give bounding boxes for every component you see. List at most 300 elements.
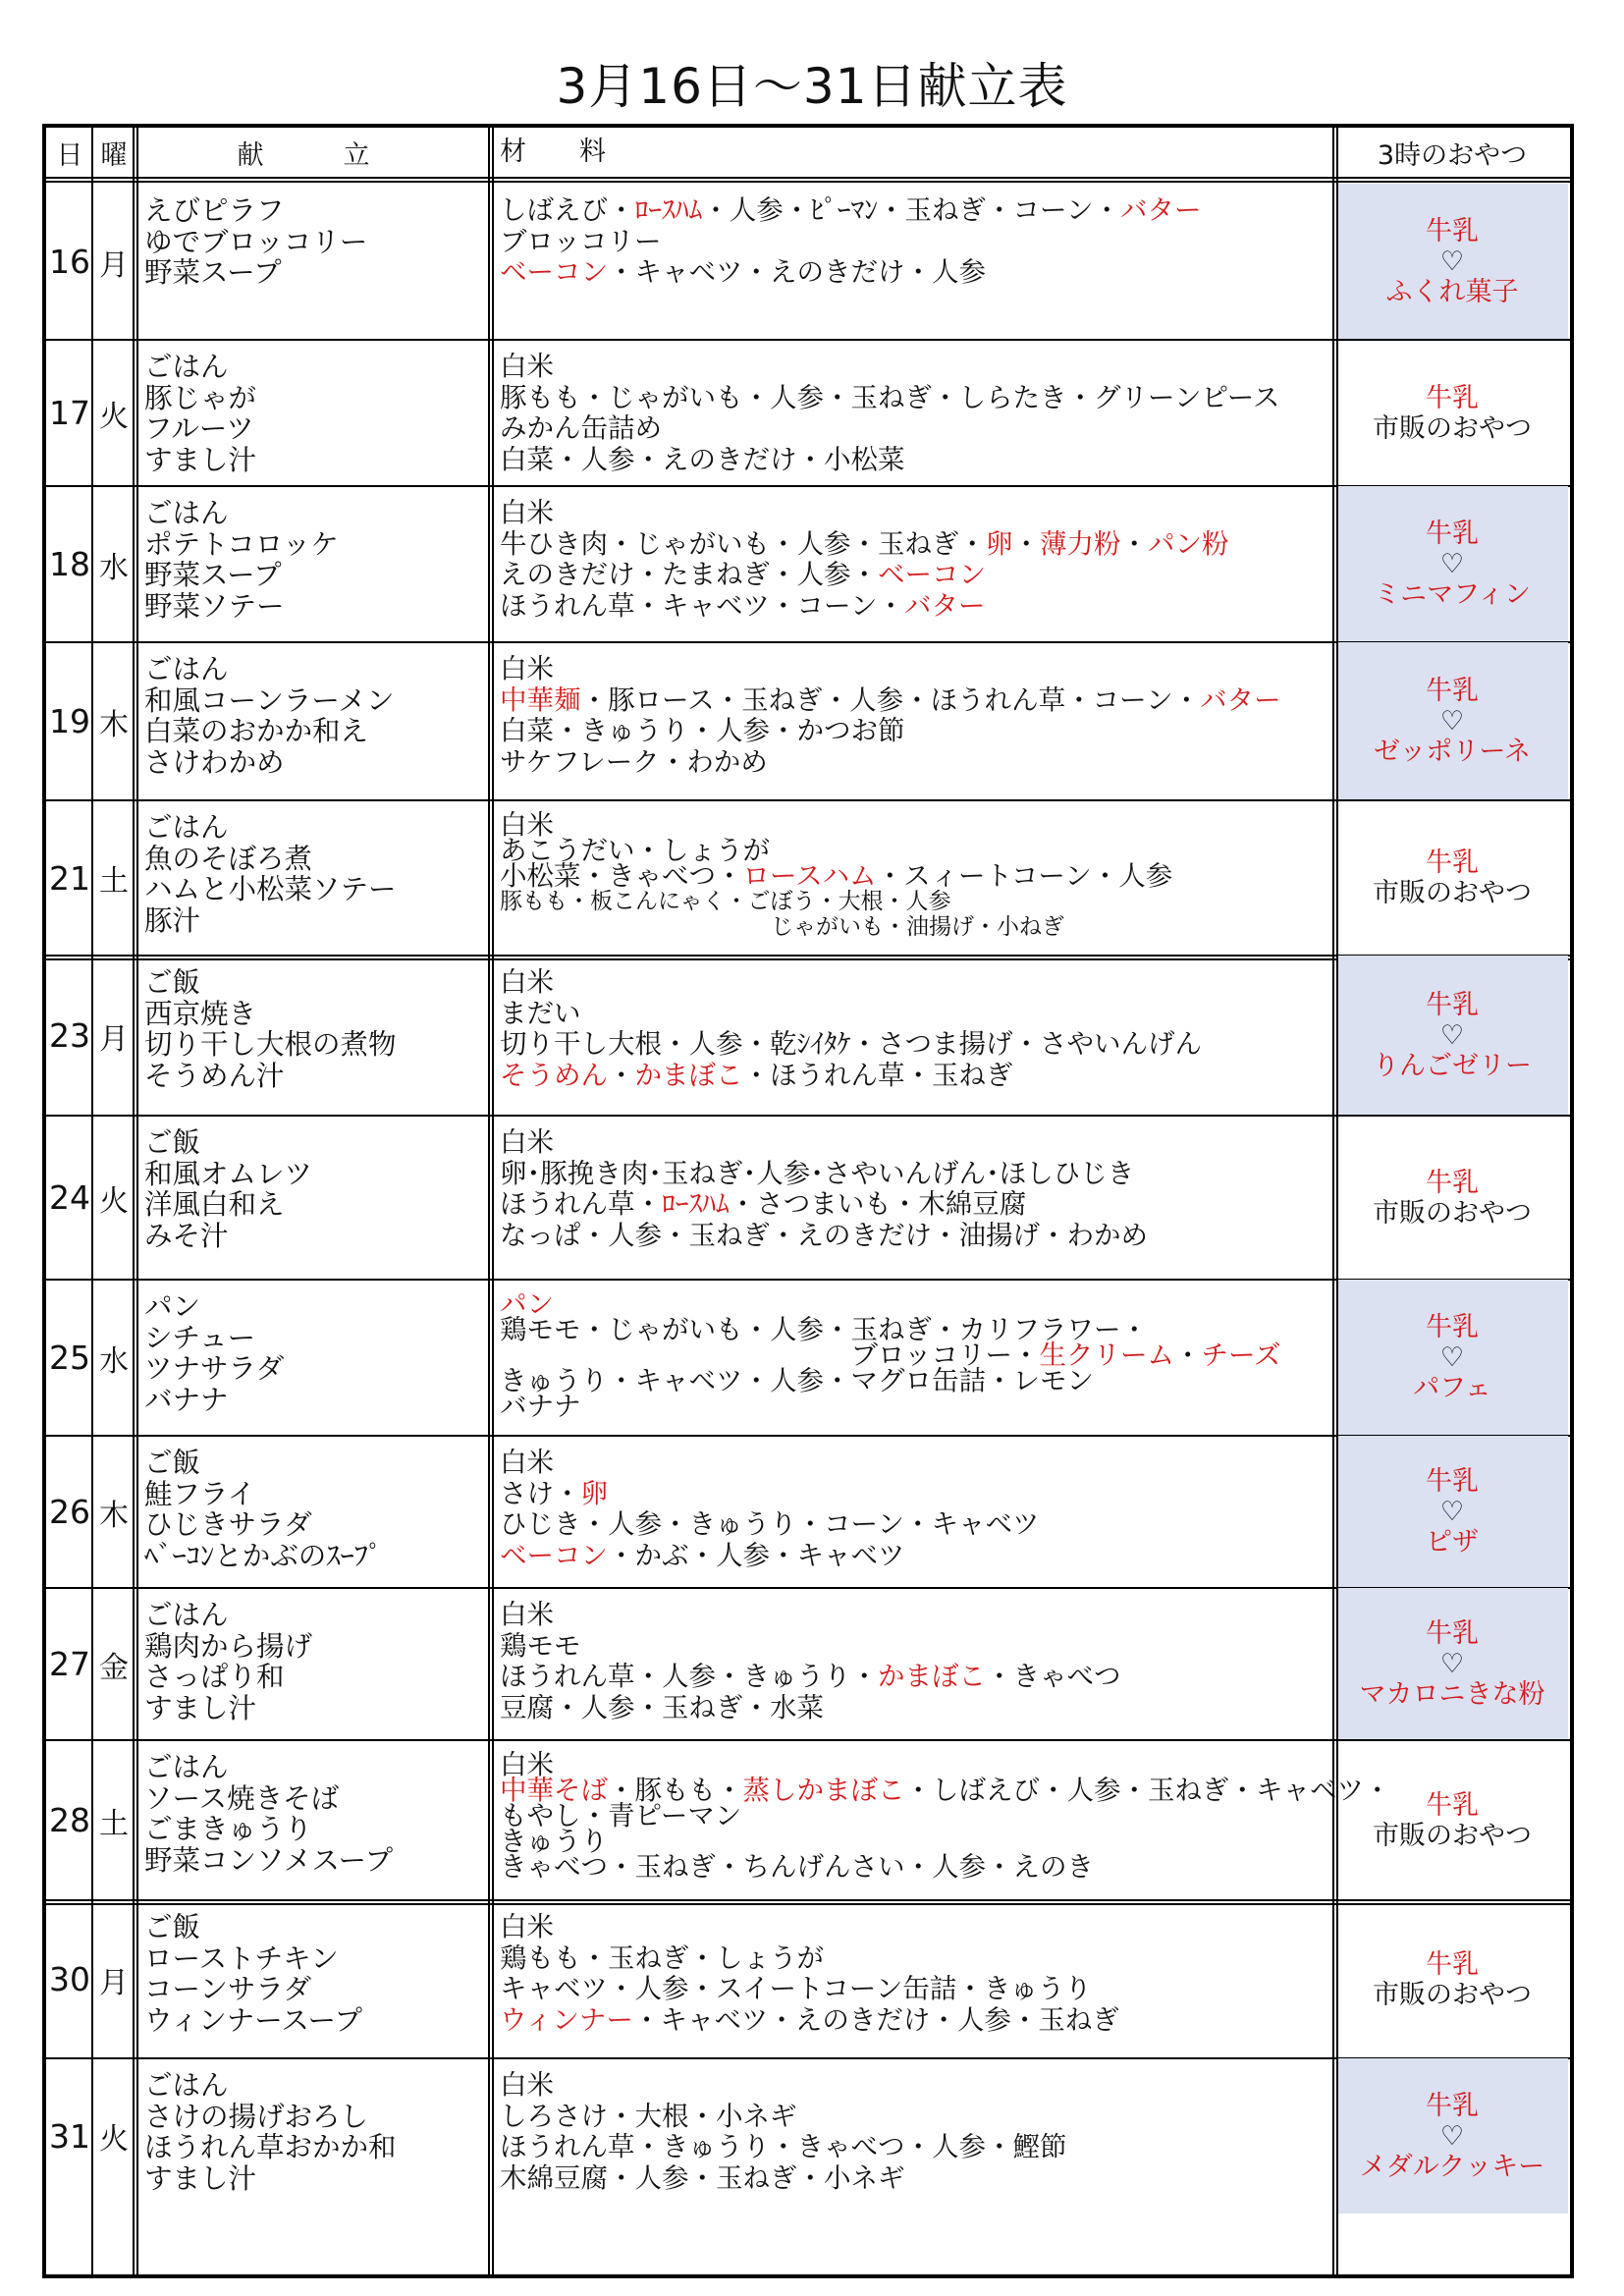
- snack-cell: [1336, 1900, 1568, 2058]
- ingredient-text: ・キャベツ・えのきだけ・人参: [608, 256, 986, 288]
- ingredient-text: 白米: [500, 497, 554, 528]
- allergen-ingredient: ﾛｰｽﾊﾑ: [634, 194, 703, 226]
- heart-icon: ♡: [1439, 1342, 1465, 1373]
- heart-icon: ♡: [1439, 2120, 1465, 2152]
- allergen-ingredient: バター: [903, 589, 986, 622]
- allergen-ingredient: ロースハム: [742, 860, 877, 892]
- menu-cell: [136, 1740, 470, 1900]
- menu-cell: [136, 956, 470, 1116]
- snack-cell: [1336, 184, 1568, 340]
- menu-cell: [136, 1116, 470, 1280]
- ingredients-cell: [492, 1116, 1332, 1280]
- ingredient-text: 白米: [500, 1749, 554, 1780]
- snack-item: ふくれ菓子: [1385, 277, 1519, 307]
- weekday-cell: 月: [99, 247, 129, 283]
- ingredient-line: [500, 2132, 1332, 2163]
- ingredients-cell: [492, 340, 1332, 486]
- ingredient-line: [500, 1693, 1332, 1724]
- snack-item: パフェ: [1413, 1373, 1491, 1403]
- weekday-cell: 火: [99, 399, 129, 434]
- snack-cell: [1336, 1588, 1568, 1740]
- date-cell: 26: [49, 1493, 90, 1531]
- ingredient-text: ほうれん草・人参・きゅうり・: [500, 1661, 878, 1692]
- ingredient-text: ほうれん草・きゅうり・きゃべつ・人参・鰹節: [500, 2131, 1067, 2162]
- menu-item: ツナサラダ: [144, 1352, 285, 1385]
- heart-icon: ♡: [1439, 1020, 1465, 1051]
- ingredient-line: [500, 1509, 1332, 1541]
- ingredient-text: ・キャベツ・えのきだけ・人参・玉ねぎ: [632, 2003, 1119, 2036]
- header-divider: [46, 177, 1570, 179]
- snack-item: 市販のおやつ: [1373, 878, 1532, 908]
- column-divider: [1332, 128, 1334, 2274]
- snack-item: 市販のおやつ: [1373, 1820, 1532, 1851]
- menu-item: すまし汁: [144, 1691, 257, 1724]
- ingredient-line: [500, 967, 1332, 999]
- snack-item: 市販のおやつ: [1373, 412, 1532, 444]
- ingredient-line: [500, 1662, 1332, 1693]
- ingredient-line: [500, 1189, 1332, 1221]
- menu-item: 豚じゃが: [144, 381, 257, 414]
- menu-cell: [136, 642, 470, 800]
- weekday-cell: 水: [99, 550, 129, 585]
- menu-item: ポテトコロッケ: [144, 527, 339, 561]
- table-row: [46, 1588, 1570, 1740]
- date-cell: 24: [49, 1178, 90, 1217]
- ingredient-text: 鶏もも・玉ねぎ・しょうが: [500, 1941, 824, 1974]
- ingredient-line: [500, 1061, 1332, 1092]
- ingredient-line: [500, 1600, 1332, 1631]
- menu-item: 和風コーンラーメン: [144, 683, 395, 717]
- ingredients-cell: [492, 642, 1332, 800]
- menu-item: ウィンナースープ: [144, 2003, 363, 2037]
- menu-item: 白菜のおかか和え: [144, 715, 369, 747]
- menu-item: ローストチキン: [144, 1941, 339, 1975]
- menu-item: 野菜スープ: [144, 559, 282, 591]
- ingredient-line: [500, 1127, 1332, 1159]
- ingredient-text: さけ・: [500, 1477, 581, 1509]
- ingredient-line: [500, 860, 1332, 892]
- ingredient-text: 白米: [500, 1911, 554, 1942]
- ingredient-line: [500, 716, 1332, 747]
- ingredient-text: 木綿豆腐・人参・玉ねぎ・小ネギ: [500, 2161, 905, 2194]
- ingredient-text: もやし・青ピーマン: [500, 1800, 742, 1831]
- allergen-ingredient: 中華麺: [500, 683, 581, 716]
- menu-cell: [136, 2058, 470, 2214]
- menu-item: ごはん: [144, 497, 229, 529]
- weekday-cell: 木: [99, 707, 129, 742]
- snack-item: 牛乳: [1426, 1948, 1479, 1980]
- allergen-ingredient: 中華そば: [500, 1775, 608, 1806]
- menu-item: ハムと小松菜ソテー: [144, 873, 397, 905]
- column-divider: [91, 128, 93, 2274]
- snack-item: 牛乳: [1426, 1466, 1479, 1497]
- snack-cell: [1336, 1740, 1568, 1900]
- date-cell: 25: [49, 1339, 90, 1377]
- ingredient-text: ・: [1120, 527, 1148, 560]
- weekday-cell: 火: [99, 2122, 129, 2157]
- snack-item: 牛乳: [1426, 990, 1479, 1020]
- menu-table: [42, 124, 1574, 2278]
- menu-item: ゆでブロッコリー: [144, 225, 368, 258]
- allergen-ingredient: そうめん: [500, 1059, 608, 1091]
- date-cell: 19: [49, 702, 90, 740]
- menu-item: そうめん汁: [144, 1059, 285, 1092]
- ingredient-line: [500, 914, 1332, 940]
- heart-icon: ♡: [1439, 706, 1465, 737]
- column-divider: [133, 128, 135, 2274]
- ingredient-text: ブロッコリー・: [500, 1339, 1040, 1371]
- snack-item: 牛乳: [1426, 1789, 1479, 1821]
- snack-item: 牛乳: [1426, 1618, 1479, 1649]
- menu-item: すまし汁: [144, 2161, 257, 2195]
- table-row: [46, 1280, 1570, 1436]
- heart-icon: ♡: [1439, 1649, 1465, 1679]
- ingredient-text: しばえび・: [500, 194, 635, 226]
- menu-item: さっぱり和: [144, 1661, 285, 1693]
- menu-item: 豚汁: [144, 903, 201, 937]
- ingredient-text: 小松菜・きゃべつ・: [500, 860, 743, 892]
- header-dow: 曜: [100, 139, 128, 171]
- menu-item: フルーツ: [144, 412, 254, 445]
- menu-item: シチュー: [144, 1321, 256, 1354]
- snack-item: 市販のおやつ: [1373, 1197, 1532, 1229]
- snack-cell: [1336, 340, 1568, 486]
- ingredient-text: ・かぶ・人参・キャベツ: [608, 1539, 905, 1571]
- ingredient-line: [500, 529, 1332, 561]
- menu-item: ご飯: [144, 966, 201, 999]
- ingredient-text: サケフレーク・わかめ: [500, 745, 768, 778]
- allergen-ingredient: かまぼこ: [634, 1059, 743, 1091]
- snack-cell: [1336, 486, 1568, 642]
- ingredient-line: [500, 560, 1332, 591]
- ingredient-text: ほうれん草・キャベツ・コーン・: [500, 589, 904, 622]
- ingredient-line: [500, 1391, 1332, 1422]
- weekday-cell: 火: [99, 1183, 129, 1219]
- menu-item: コーンサラダ: [144, 1973, 312, 2005]
- snack-item: 牛乳: [1426, 676, 1479, 706]
- ingredient-text: 白米: [500, 351, 554, 382]
- allergen-ingredient: ベーコン: [500, 256, 608, 288]
- allergen-ingredient: ﾛｰｽﾊﾑ: [662, 1188, 730, 1220]
- weekday-cell: 月: [99, 1965, 129, 2000]
- snack-item: 牛乳: [1426, 216, 1479, 246]
- snack-cell: [1336, 800, 1568, 956]
- ingredient-line: [500, 1974, 1332, 2005]
- snack-item: 牛乳: [1426, 519, 1479, 549]
- ingredient-text: なっぱ・人参・玉ねぎ・えのきだけ・油揚げ・わかめ: [500, 1219, 1148, 1251]
- weekday-cell: 金: [99, 1650, 129, 1685]
- menu-item: 洋風白和え: [144, 1188, 285, 1221]
- ingredient-text: ・: [608, 1059, 635, 1091]
- table-row: [46, 956, 1570, 1116]
- ingredient-line: [500, 747, 1332, 779]
- ingredient-text: 白米: [500, 2069, 554, 2101]
- allergen-ingredient: 薄力粉: [1040, 527, 1121, 560]
- menu-item: さけの揚げおろし: [144, 2100, 369, 2133]
- allergen-ingredient: 卵: [986, 527, 1013, 560]
- date-cell: 27: [49, 1645, 90, 1683]
- menu-item: ご飯: [144, 1447, 201, 1479]
- allergen-ingredient: ベーコン: [878, 559, 986, 590]
- allergen-ingredient: バター: [1200, 683, 1281, 716]
- menu-item: 魚のそぼろ煮: [144, 842, 313, 875]
- ingredient-line: [500, 1221, 1332, 1252]
- header-divider: [46, 181, 1570, 183]
- heart-icon: ♡: [1439, 246, 1465, 277]
- table-row: [46, 2058, 1570, 2214]
- menu-item: バナナ: [144, 1383, 229, 1416]
- header-snack: 3時のおやつ: [1377, 139, 1528, 171]
- menu-item: えびピラフ: [144, 194, 285, 227]
- page-title: 3月16日～31日献立表: [556, 58, 1068, 115]
- menu-item: 西京焼き: [144, 997, 257, 1030]
- allergen-ingredient: パン: [500, 1288, 554, 1320]
- menu-cell: [136, 486, 470, 642]
- ingredient-line: [500, 1631, 1332, 1663]
- menu-item: 切り干し大根の煮物: [144, 1028, 397, 1061]
- date-cell: 23: [49, 1016, 90, 1055]
- ingredient-text: ・さつまいも・木綿豆腐: [729, 1188, 1027, 1220]
- ingredient-line: [500, 889, 1332, 914]
- ingredients-cell: [492, 1280, 1332, 1436]
- ingredient-text: ・豚もも・: [608, 1775, 743, 1806]
- snack-cell: [1336, 956, 1568, 1116]
- ingredient-text: きゅうり: [500, 1826, 608, 1857]
- ingredient-text: 白米: [500, 1599, 554, 1630]
- menu-item: 野菜コンソメスープ: [144, 1843, 394, 1877]
- header-menu: 献 立: [237, 139, 370, 171]
- table-row: [46, 642, 1570, 800]
- table-header: [46, 128, 1570, 177]
- menu-item: すまし汁: [144, 443, 257, 476]
- snack-item: 市販のおやつ: [1373, 1979, 1532, 2010]
- date-cell: 16: [49, 243, 90, 281]
- ingredients-cell: [492, 1900, 1332, 2058]
- weekday-cell: 月: [99, 1021, 129, 1057]
- snack-item: ピザ: [1426, 1527, 1479, 1558]
- date-cell: 17: [49, 394, 90, 432]
- menu-item: 野菜ソテー: [144, 589, 285, 623]
- snack-item: マカロニきな粉: [1359, 1679, 1545, 1710]
- snack-item: メダルクッキー: [1359, 2151, 1545, 2182]
- ingredient-line: [500, 1851, 1332, 1883]
- ingredient-text: みかん缶詰め: [500, 412, 662, 444]
- ingredients-cell: [492, 1436, 1332, 1588]
- ingredient-text: じゃがいも・油揚げ・小ねぎ: [500, 914, 1064, 940]
- menu-cell: [136, 1280, 470, 1436]
- menu-item: ごはん: [144, 1599, 229, 1631]
- ingredient-text: きゅうり・キャベツ・人参・マグロ缶詰・レモン: [500, 1365, 1094, 1396]
- ingredient-line: [500, 413, 1332, 445]
- ingredient-text: きゃべつ・玉ねぎ・ちんげんさい・人参・えのき: [500, 1851, 1094, 1883]
- snack-cell: [1336, 1116, 1568, 1280]
- menu-item: ほうれん草おかか和: [144, 2131, 397, 2163]
- ingredient-text: ひじき・人参・きゅうり・コーン・キャベツ: [500, 1508, 1040, 1540]
- menu-cell: [136, 340, 470, 486]
- ingredient-line: [500, 1159, 1332, 1190]
- ingredient-line: [500, 352, 1332, 383]
- table-row: [46, 1900, 1570, 2058]
- menu-cell: [136, 1900, 470, 2058]
- heart-icon: ♡: [1439, 549, 1465, 579]
- ingredient-text: 鶏モモ: [500, 1629, 581, 1662]
- ingredient-line: [500, 195, 1332, 227]
- snack-item: 牛乳: [1426, 1167, 1479, 1198]
- ingredient-text: ・: [1173, 1339, 1202, 1371]
- ingredient-line: [500, 257, 1332, 289]
- ingredient-text: ほうれん草・: [500, 1188, 662, 1220]
- ingredient-text: ・ほうれん草・玉ねぎ: [742, 1059, 1013, 1091]
- menu-item: ソース焼きそば: [144, 1781, 340, 1815]
- allergen-ingredient: 蒸しかまぼこ: [742, 1775, 905, 1806]
- allergen-ingredient: チーズ: [1201, 1339, 1281, 1371]
- menu-item: ﾍﾞｰｺﾝとかぶのｽｰﾌﾟ: [144, 1539, 383, 1572]
- menu-item: 鮭フライ: [144, 1477, 256, 1510]
- ingredient-text: ・きゃべつ: [986, 1661, 1121, 1692]
- ingredient-text: 白菜・きゅうり・人参・かつお節: [500, 715, 905, 746]
- ingredients-cell: [492, 1740, 1391, 1900]
- table-row: [46, 1436, 1570, 1588]
- menu-item: みそ汁: [144, 1219, 229, 1252]
- ingredient-line: [500, 1029, 1332, 1061]
- ingredient-line: [500, 1800, 1332, 1831]
- date-cell: 30: [49, 1960, 90, 1998]
- snack-cell: [1336, 1280, 1568, 1436]
- column-divider: [492, 128, 494, 2274]
- ingredient-text: まだい: [500, 997, 581, 1029]
- ingredient-line: [500, 1943, 1332, 1975]
- ingredient-text: ブロッコリー: [500, 225, 662, 257]
- menu-item: ご飯: [144, 1911, 201, 1943]
- allergen-ingredient: 卵: [580, 1477, 608, 1509]
- column-divider: [1336, 128, 1338, 2274]
- menu-item: 鶏肉から揚げ: [144, 1629, 313, 1663]
- ingredient-text: 切り干し大根・人参・乾ｼｲﾀｹ・さつま揚げ・さやいんげん: [500, 1028, 1202, 1060]
- menu-item: ごはん: [144, 351, 229, 383]
- menu-item: さけわかめ: [144, 745, 285, 779]
- table-row: [46, 1116, 1570, 1280]
- ingredients-cell: [492, 800, 1332, 956]
- weekday-cell: 土: [99, 1806, 129, 1841]
- allergen-ingredient: かまぼこ: [878, 1661, 986, 1692]
- menu-item: 野菜スープ: [144, 256, 282, 289]
- menu-item: パン: [144, 1290, 201, 1323]
- ingredient-text: 牛ひき肉・じゃがいも・人参・玉ねぎ・: [500, 527, 986, 560]
- menu-item: ご飯: [144, 1126, 201, 1159]
- snack-item: 牛乳: [1426, 382, 1479, 413]
- menu-item: ごはん: [144, 811, 229, 844]
- ingredient-text: 白米: [500, 1126, 554, 1158]
- ingredient-text: 卵･豚挽き肉･玉ねぎ･人参･さやいんげん･ほしひじき: [500, 1157, 1135, 1189]
- ingredient-text: 白菜・人参・えのきだけ・小松菜: [500, 443, 905, 475]
- ingredient-text: バナナ: [500, 1391, 581, 1422]
- ingredient-text: ・スィートコーン・人参: [876, 860, 1173, 892]
- allergen-ingredient: ウィンナー: [500, 2003, 633, 2036]
- ingredients-cell: [492, 486, 1332, 642]
- ingredient-line: [500, 654, 1332, 685]
- table-row: [46, 1740, 1570, 1900]
- ingredient-text: しろさけ・大根・小ネギ: [500, 2100, 797, 2132]
- weekday-cell: 土: [99, 864, 129, 899]
- snack-item: 牛乳: [1426, 2090, 1479, 2121]
- snack-item: 牛乳: [1426, 1312, 1479, 1342]
- ingredient-line: [500, 498, 1332, 529]
- menu-item: ごはん: [144, 1751, 229, 1783]
- ingredient-text: 白米: [500, 653, 554, 684]
- ingredient-line: [500, 445, 1332, 476]
- snack-cell: [1336, 642, 1568, 800]
- date-cell: 28: [49, 1801, 90, 1839]
- ingredient-text: ・人参・ﾋﾟｰﾏﾝ・玉ねぎ・コーン・: [702, 194, 1120, 226]
- ingredient-line: [500, 1541, 1332, 1572]
- ingredient-line: [500, 2005, 1332, 2037]
- ingredient-line: [500, 1448, 1332, 1479]
- menu-item: ひじきサラダ: [144, 1508, 312, 1541]
- allergen-ingredient: バター: [1119, 194, 1202, 226]
- ingredient-text: 白米: [500, 966, 554, 998]
- weekday-cell: 木: [99, 1498, 129, 1533]
- ingredient-text: ・しばえび・人参・玉ねぎ・キャベツ・: [904, 1775, 1391, 1806]
- ingredient-text: 鶏モモ・じゃがいも・人参・玉ねぎ・カリフラワー・: [500, 1314, 1148, 1345]
- ingredients-cell: [492, 2058, 1332, 2214]
- column-divider: [488, 128, 490, 2274]
- menu-item: ごはん: [144, 653, 229, 685]
- ingredient-line: [500, 999, 1332, 1030]
- column-divider: [136, 128, 138, 2274]
- ingredient-line: [500, 1479, 1332, 1510]
- ingredient-text: 豆腐・人参・玉ねぎ・水菜: [500, 1691, 824, 1723]
- snack-item: 牛乳: [1426, 847, 1479, 878]
- menu-cell: [136, 1436, 470, 1588]
- ingredient-text: 白米: [500, 1447, 554, 1478]
- date-cell: 18: [49, 545, 90, 583]
- allergen-ingredient: パン粉: [1148, 527, 1229, 560]
- ingredient-text: ・: [1012, 527, 1040, 560]
- date-cell: 31: [49, 2116, 90, 2156]
- ingredients-cell: [492, 184, 1332, 340]
- ingredient-text: 白米: [500, 809, 554, 841]
- snack-item: りんごゼリー: [1373, 1051, 1532, 1081]
- ingredient-line: [500, 2102, 1332, 2133]
- snack-cell: [1336, 2058, 1568, 2214]
- menu-cell: [136, 800, 470, 956]
- menu-cell: [136, 184, 470, 340]
- ingredient-text: 豚もも・じゃがいも・人参・玉ねぎ・しらたき・グリーンピース: [500, 381, 1280, 413]
- ingredient-text: キャベツ・人参・スイートコーン缶詰・きゅうり: [500, 1973, 1092, 2004]
- header-date: 日: [56, 139, 83, 171]
- ingredient-text: ・豚ロース・玉ねぎ・人参・ほうれん草・コーン・: [580, 683, 1201, 716]
- ingredient-line: [500, 1912, 1332, 1943]
- table-row: [46, 184, 1570, 340]
- date-cell: 21: [49, 858, 90, 898]
- header-ingredients: 材 料: [500, 137, 606, 167]
- ingredient-text: あこうだい・しょうが: [500, 835, 770, 866]
- table-row: [46, 800, 1570, 956]
- heart-icon: ♡: [1439, 1497, 1465, 1527]
- ingredients-cell: [492, 1588, 1332, 1740]
- menu-item: ごまきゅうり: [144, 1813, 313, 1845]
- ingredient-text: えのきだけ・たまねぎ・人参・: [500, 559, 878, 590]
- table-row: [46, 340, 1570, 486]
- ingredient-text: 豚もも・板こんにゃく・ごぼう・大根・人参: [500, 889, 951, 914]
- menu-cell: [136, 1588, 470, 1740]
- menu-item: 和風オムレツ: [144, 1157, 313, 1190]
- snack-item: ミニマフィン: [1374, 579, 1531, 610]
- snack-cell: [1336, 1436, 1568, 1588]
- ingredient-line: [500, 227, 1332, 258]
- snack-item: ゼッポリーネ: [1373, 737, 1532, 767]
- ingredient-line: [500, 2163, 1332, 2195]
